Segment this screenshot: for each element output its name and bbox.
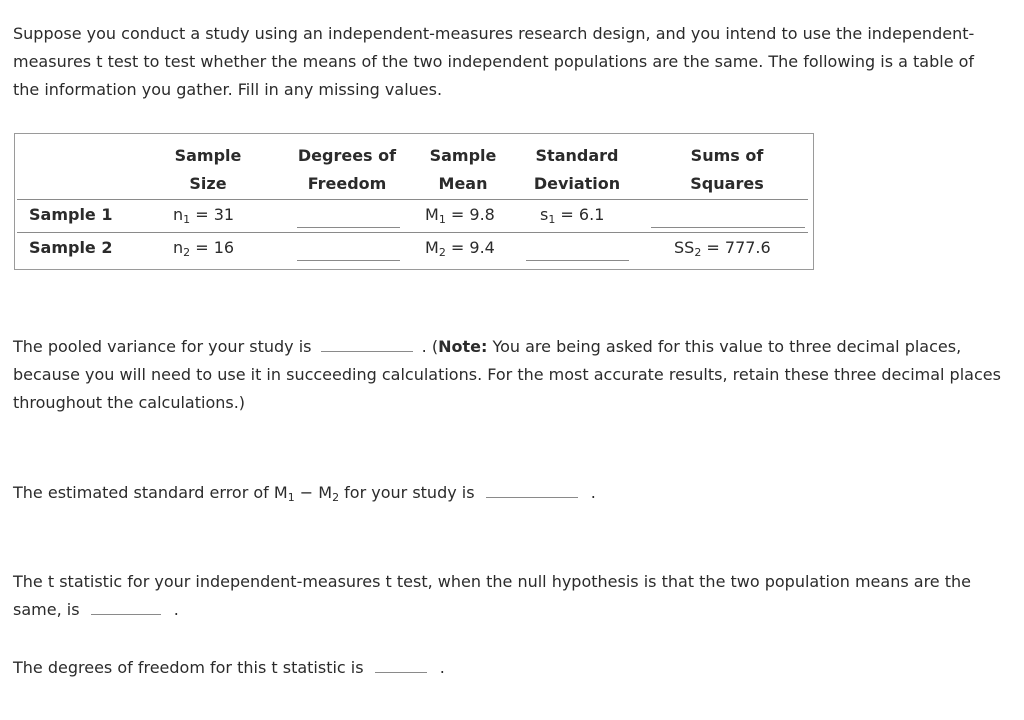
- header-standard-deviation: Standard Deviation: [533, 146, 621, 193]
- sample-1-mean: $M_1 = 9.8$: [425, 205, 495, 226]
- sample-2-sd-input[interactable]: [526, 260, 629, 261]
- t-statistic-question: The t statistic for your independent-measures t test, when the null hypothesis is that the two population means are the same, is .: [13, 572, 971, 619]
- intro-paragraph: Suppose you conduct a study using an independent-measures research design, and you intend to use the independent-measures t test to test whether the means of the two independent populations are the same. The following is a table of the information you gather. Fill in any missing values.: [13, 24, 975, 99]
- pooled-variance-input[interactable]: [321, 337, 413, 352]
- header-sums-of-squares: Sums of Squares: [690, 146, 764, 193]
- sample-1-sd: $s_1 = 6.1$: [540, 205, 605, 226]
- row-label-sample-1: Sample 1: [29, 205, 113, 224]
- standard-error-input[interactable]: [486, 483, 578, 498]
- sample-2-df-input[interactable]: [297, 260, 400, 261]
- sample-1-df-input[interactable]: [297, 227, 400, 228]
- header-sample-mean: Sample Mean: [429, 146, 497, 193]
- data-table: [14, 133, 814, 270]
- sample-2-ss: $SS_2 = 777.6$: [674, 238, 771, 259]
- pooled-variance-question: The pooled variance for your study is . (Note: You are being asked for this value to three decimal places, because you will need to use it in succeeding calculations. For the most accurate results, retain these three decimal places throughout the calculations.): [13, 337, 1001, 412]
- header-divider: [17, 199, 808, 200]
- row-divider: [17, 232, 808, 233]
- sample-1-ss-input[interactable]: [651, 227, 805, 228]
- sample-2-size: $n_2 = 16$: [173, 238, 235, 259]
- row-label-sample-2: Sample 2: [29, 238, 113, 257]
- sample-1-size: $n_1 = 31$: [173, 205, 235, 226]
- degrees-of-freedom-input[interactable]: [375, 658, 427, 673]
- header-degrees-of-freedom: Degrees of Freedom: [297, 146, 397, 193]
- t-statistic-input[interactable]: [91, 600, 161, 615]
- standard-error-question: The estimated standard error of $M_1 - M_2$ for your study is .: [13, 483, 596, 504]
- sample-2-mean: $M_2 = 9.4$: [425, 238, 495, 259]
- degrees-of-freedom-question: The degrees of freedom for this t statistic is .: [13, 658, 445, 677]
- header-sample-size: Sample Size: [174, 146, 242, 193]
